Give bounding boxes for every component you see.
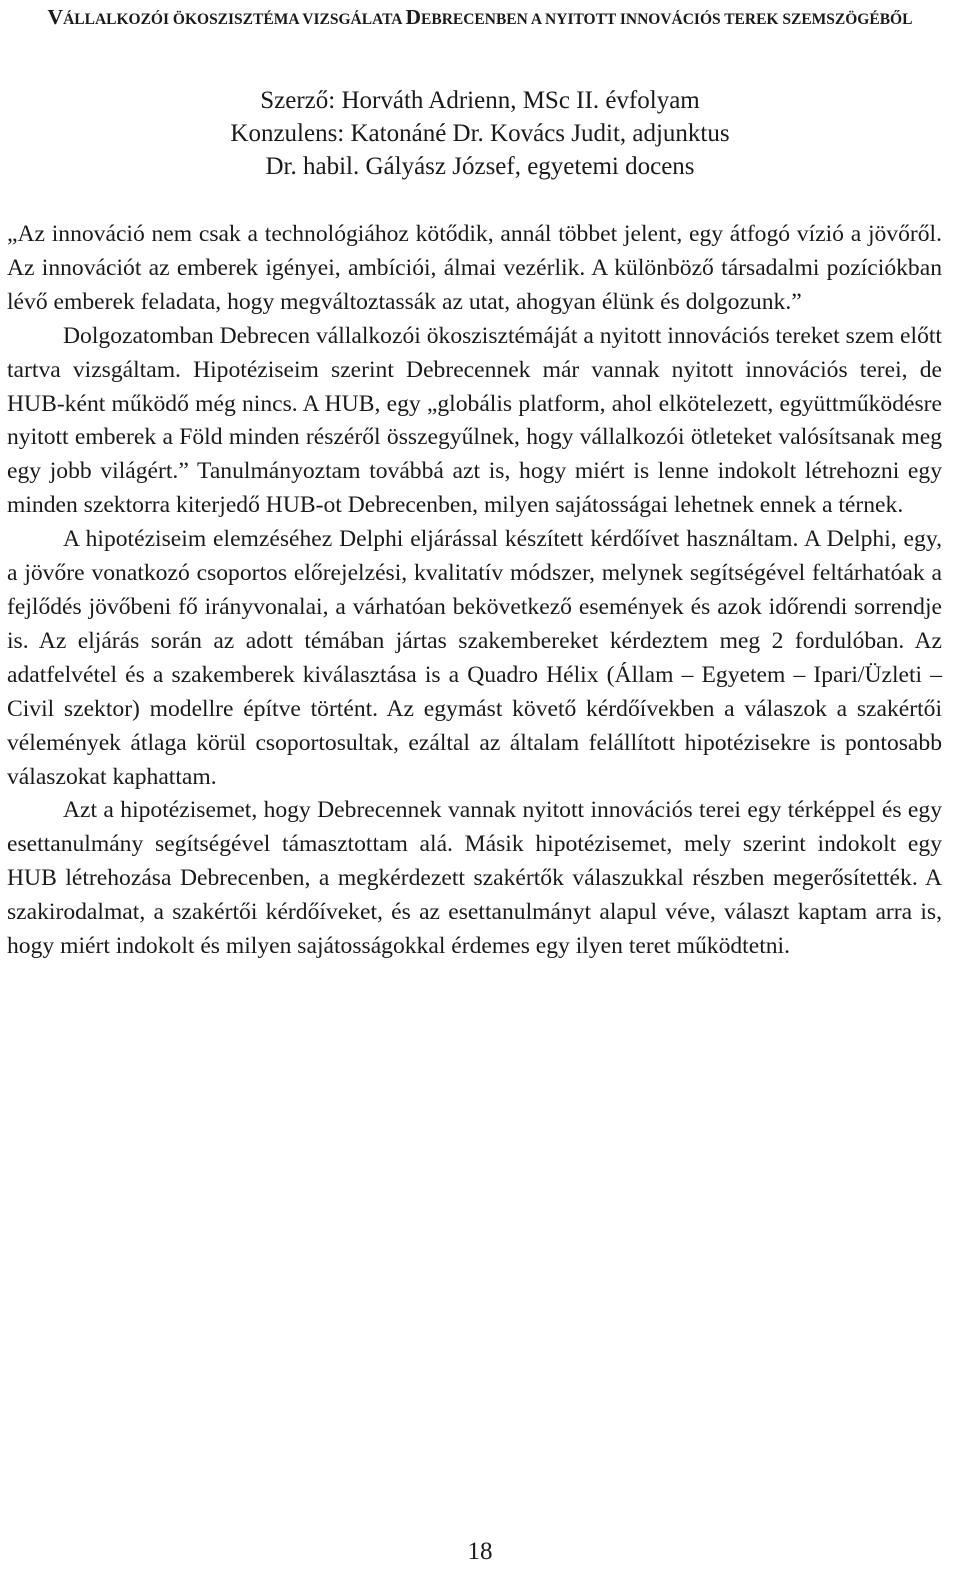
page-number: 18: [467, 1538, 493, 1565]
title-cap: D: [405, 5, 422, 29]
abstract-body: [7, 218, 942, 964]
page-title: [36, 2, 924, 35]
paragraph: Dolgozatomban Debrecen vállalkozói ökoszisztémáját a nyitott innovációs tereket szem előtt tartva vizsgáltam. Hipotéziseim szerint Debrecennek már vannak nyitott innovációs terei, de HUB-ként működő még nincs. A HUB, egy „globális platform, ahol elkötelezett, együttműködésre nyitott emberek a Föld minden részéről összegyűlnek, hogy vállalkozói ötleteket valósítsanak meg egy jobb világért.” Tanulmányoztam továbbá azt is, hogy miért is lenne indokolt létrehozni egy minden szektorra kiterjedő HUB-ot Debrecenben, milyen sajátosságai lehetnek ennek a térnek.: [7, 322, 942, 519]
title-text: EBRECENBEN A NYITOTT INNOVÁCIÓS TEREK SZEMSZÖGÉBŐL: [421, 11, 913, 28]
paragraph: Azt a hipotézisemet, hogy Debrecennek vannak nyitott innovációs terei egy térképpel és egy esettanulmány segítségével támasztottam alá. Másik hipotézisemet, mely szerint indokolt egy HUB létrehozása Debrecenben, a megkérdezett szakértők válaszukkal részben megerősítették. A szakirodalmat, a szakértői kérdőíveket, és az esettanulmányt alapul véve, választ kaptam arra is, hogy miért indokolt és milyen sajátosságokkal érdemes egy ilyen teret működtetni.: [7, 797, 942, 960]
supervisor-line: Dr. habil. Gályász József, egyetemi docens: [265, 153, 695, 180]
author-line: Szerző: Horváth Adrienn, MSc II. évfolyam: [260, 87, 700, 114]
paragraph: A hipotéziseim elemzéséhez Delphi eljárással készített kérdőívet használtam. A Delphi, egy, a jövőre vonatkozó csoportos előrejelzési, kvalitatív módszer, melynek segítségével feltárhatóak a fejlődés jövőbeni fő irányvonalai, a várhatóan bekövetkező események és azok időrendi sorrendje is. Az eljárás során az adott témában jártas szakembereket kérdeztem meg 2 fordulóban. Az adatfelvétel és a szakemberek kiválasztása is a Quadro Hélix (Állam – Egyetem – Ipari/Üzleti – Civil szektor) modellre építve történt. Az egymást követő kérdőívekben a válaszok a szakértői vélemények átlaga körül csoportosultak, ezáltal az általam felállított hipotézisekre is pontosabb válaszokat kaphattam.: [7, 526, 942, 790]
quote-paragraph: „Az innováció nem csak a technológiához kötődik, annál többet jelent, egy átfogó vízió a jövőről. Az innovációt az emberek igényei, ambíciói, álmai vezérlik. A különböző társadalmi pozíciókban lévő emberek feladata, hogy megváltoztassák az utat, ahogyan élünk és dolgozunk.”: [7, 221, 942, 315]
byline: [100, 84, 860, 183]
title-text: ÁLLALKOZÓI ÖKOSZISZTÉMA VIZSGÁLATA: [63, 11, 406, 28]
supervisor-line: Konzulens: Katonáné Dr. Kovács Judit, adjunktus: [230, 120, 730, 147]
title-cap: V: [47, 5, 64, 29]
